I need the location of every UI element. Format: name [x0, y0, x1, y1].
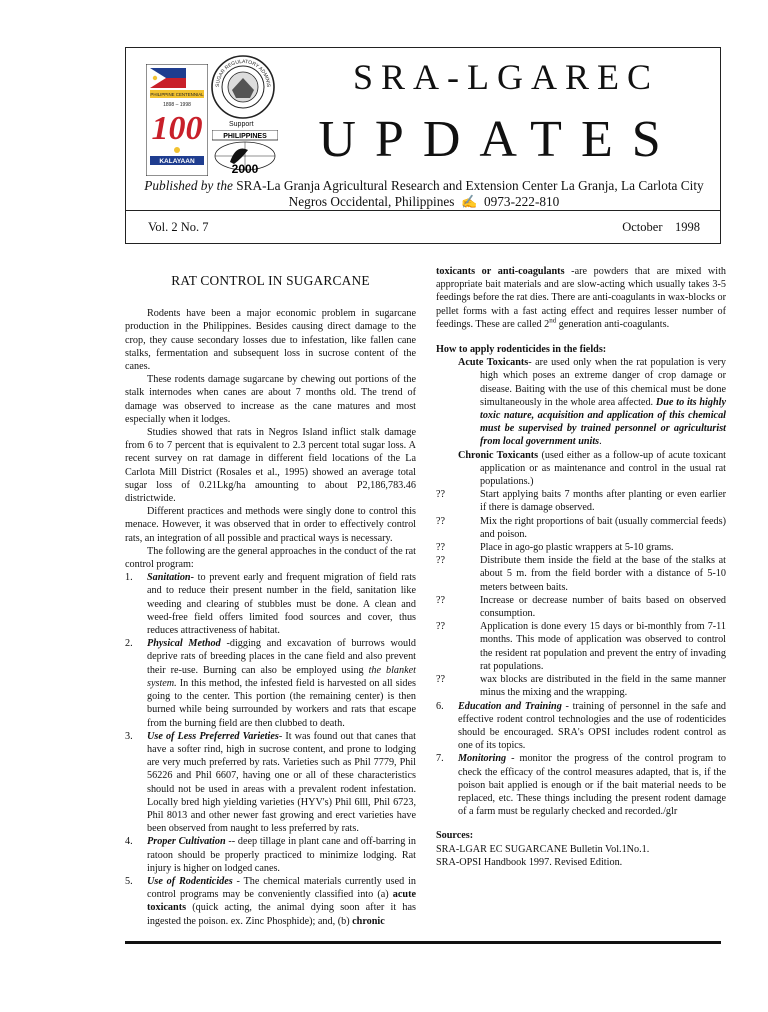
- masthead-title-main: UPDATES: [318, 111, 680, 168]
- publisher-location: Negros Occidental, Philippines: [288, 194, 455, 209]
- list-item: [436, 594, 726, 620]
- list-item: [436, 554, 726, 594]
- item-number: 6.: [436, 700, 444, 712]
- masthead: [125, 47, 721, 211]
- chronic-text: (used either as a follow-up of acute toxicant application or as maintenance and control in the usual rat populations.): [480, 449, 726, 488]
- svg-text:KALAYAAN: KALAYAAN: [159, 158, 195, 165]
- article-headline: RAT CONTROL IN SUGARCANE: [171, 273, 370, 288]
- list-item: [436, 673, 726, 699]
- list-item: [436, 752, 726, 818]
- publisher-phone: 0973-222-810: [483, 194, 560, 209]
- bullet-mark: ??: [436, 555, 446, 567]
- bullet-text: Mix the right proportions of bait (usually commercial feeds) and poison.: [480, 515, 726, 540]
- svg-text:PHILIPPINE CENTENNIAL: PHILIPPINE CENTENNIAL: [150, 92, 204, 97]
- centennial-logo-icon: [146, 64, 208, 176]
- chronic-toxicants-paragraph: [436, 449, 726, 489]
- bullet-mark: ??: [436, 542, 446, 554]
- item-number: 1.: [125, 572, 133, 584]
- chronic-title: Chronic Toxicants: [458, 449, 539, 461]
- continuation-text: -are powders that are mixed with appropriate bait materials and are slow-acting which usually takes 3-5 feedings before the rat dies. There are anti-coagulants in wax-blocks or pellet forms with a fast acting effect and requires lesser number of feedings. These are called 2: [436, 266, 726, 330]
- acute-title: Acute Toxicants: [458, 357, 529, 369]
- item-title: Use of Less Preferred Varieties: [147, 730, 279, 742]
- acute-toxicants-paragraph: Acute Toxicants- are used only when the rat population is very high which poses an extreme danger of crop damage or disease. Baiting with the use of this chemical must be done simultaneously in the whole area affected. Due to its highly toxic nature, acquisition and application of this chemical must be supervised by trained personnel or agriculturist from local government units.: [458, 357, 726, 448]
- item-text: (quick acting, the animal dying soon after it has ingested the poison. ex. Zinc Phosphide); and, (b): [147, 902, 416, 927]
- item-number: 7.: [436, 753, 444, 765]
- bullet-mark: ??: [436, 674, 446, 686]
- list-item: [125, 730, 416, 836]
- philippines-2000-logo-icon: [212, 130, 278, 174]
- publisher-name: SRA-La Granja Agricultural Research and Extension Center La Granja, La Carlota City: [236, 178, 704, 193]
- item-title: Proper Cultivation: [147, 836, 226, 848]
- bullet-mark: ??: [436, 621, 446, 633]
- bullet-text: Application is done every 15 days or bi-monthly from 7-11 months. This mode of application was observed to control the resident rat population and prevent the entry of invading rat populations.: [480, 621, 726, 672]
- bullet-mark: ??: [436, 594, 446, 606]
- item-title: Sanitation-: [147, 572, 194, 584]
- article-paragraph: The following are the general approaches in the conduct of the rat control program:: [125, 545, 416, 571]
- logo-group: [146, 54, 281, 174]
- continuation-text: generation anti-coagulants.: [556, 318, 670, 330]
- publisher-line: [126, 178, 722, 210]
- item-text: - monitor the progress of the control program to check the efficacy of the control measures adapted, that is, if the poison bait applied is enough or if the bait material needs to be replaced, etc. These things including the present rodent damage of a farm must be regularly checked and recorded./glr: [458, 753, 726, 818]
- item-title: Use of Rodenticides: [147, 875, 233, 887]
- list-item: [436, 541, 726, 554]
- continuation-paragraph: [436, 265, 726, 331]
- item-number: 5.: [125, 875, 133, 887]
- source-entry: SRA-OPSI Handbook 1997. Revised Edition.: [436, 856, 623, 868]
- svg-text:1898 – 1998: 1898 – 1998: [163, 102, 191, 108]
- svg-text:2000: 2000: [231, 162, 259, 174]
- item-number: 2.: [125, 638, 133, 650]
- bullet-mark: ??: [436, 515, 446, 527]
- issue-bar: [125, 211, 721, 244]
- bullet-text: Place in ago-go plastic wrappers at 5-10 grams.: [480, 542, 674, 554]
- list-item: [125, 637, 416, 729]
- list-item: [436, 488, 726, 514]
- item-text: -- deep tillage in plant cane and off-barring in ratoon should be properly practiced to minimize lodging. Rat injury is higher on lodged canes.: [147, 836, 416, 874]
- item-text: - The chemical materials currently used in control programs may be conveniently classified into (a): [147, 875, 416, 901]
- article-right-column: [436, 265, 726, 869]
- item-text: - It was found out that canes that have a softer rind, high in sucrose content, and prone to lodging are very much preferred by rats. Varieties such as Phil 7779, Phil 56226 and Phil 6607, having one or all of these characteristics should not be used in areas with a prevalent rodent infestation. Locally bred high yielding varieties (HYV's) Phil 6lll, Phil 6723, Phil 8013 and other newer fast growing and erect varieties have been observed from naught to less preferred by rats.: [147, 730, 416, 835]
- bullet-mark: ??: [436, 489, 446, 501]
- item-text: - training of personnel in the safe and effective rodent control technologies and the use of rodenticides should be encouraged. SRA's OPSI includes rodent control as one of its topics.: [458, 700, 727, 752]
- section-subheading: How to apply rodenticides in the fields:: [436, 344, 607, 356]
- item-text: to prevent early and frequent migration of field rats and to reduce their present number in the field, sanitation like weeding and clearing of stubbles must be done. A clean and weed-free field offers limited food sources and cover, thus reduces attractiveness of habitat.: [147, 572, 416, 637]
- item-number: 3.: [125, 730, 133, 742]
- bullet-text: Start applying baits 7 months after planting or even earlier if there is damage observed.: [480, 489, 726, 514]
- sources-title: Sources:: [436, 830, 474, 842]
- issue-date: October 1998: [622, 220, 700, 234]
- source-entry: SRA-LGAR EC SUGARCANE Bulletin Vol.1No.1.: [436, 843, 650, 855]
- svg-text:PHILIPPINES: PHILIPPINES: [223, 133, 267, 140]
- item-title: Physical Method: [147, 638, 221, 650]
- acute-text: - are used only when the rat population is very high which poses an extreme danger of crop damage or disease. Baiting with the use of this chemical must be done simultaneously in the whole area affected.: [480, 357, 726, 408]
- published-by-prefix: Published by the: [144, 178, 233, 193]
- item-title: Monitoring: [458, 753, 507, 765]
- list-item: [125, 875, 416, 928]
- list-item: [436, 700, 726, 753]
- list-item: [125, 571, 416, 637]
- svg-text:100: 100: [151, 110, 203, 147]
- article-paragraph: Different practices and methods were singly done to control this menace. However, it was observed that in order to effectively control rats, an integration of all possible and practical ways is necessary.: [125, 506, 416, 544]
- issue-volume: Vol. 2 No. 7: [148, 220, 209, 234]
- list-item: [436, 515, 726, 541]
- bullet-text: Distribute them inside the field at the base of the stalks at about 5 m. from the field border with a distance of 5-10 meters between baits.: [480, 555, 726, 593]
- item-text: In this method, the infested field is harvested on all sides going to the center. This portion (the remaining center) is then burned while being surrounded by workers and rats that escape from the burning field are then clubbed to death.: [147, 677, 416, 729]
- list-item: [436, 620, 726, 673]
- list-item: [125, 835, 416, 875]
- article-paragraph: Studies showed that rats in Negros Island inflict stalk damage from 6 to 7 percent that is equivalent to 2.3 percent total sugar loss. A recent survey on rat damage in different field locations of the La Carlota Mill District (Rosales et al., 1995) showed an average total sugar loss of 0.21Lkg/ha amounting to about P2,186,783.46 districtwide.: [125, 427, 416, 505]
- item-bold: chronic: [352, 915, 385, 927]
- svg-text:SUGAR REGULATORY ADMINISTRATIO: SUGAR REGULATORY ADMINIS: [214, 58, 272, 88]
- item-number: 4.: [125, 836, 133, 848]
- continuation-bold: toxicants or anti-coagulants: [436, 266, 565, 277]
- acute-emphasis: Due to its highly toxic nature, acquisition and application of this chemical must be supervised by trained personnel or agriculturist from local government units: [480, 396, 726, 448]
- item-title: Education and Training: [458, 700, 562, 712]
- article-left-column: [125, 258, 416, 928]
- article-paragraph: These rodents damage sugarcane by chewing out portions of the stalk internodes when canes are about 7 months old. The trend of damage was observed to increase as the cane matures and most especially when it lodges.: [125, 374, 416, 425]
- item-italic: the blanket system.: [147, 664, 416, 689]
- bullet-text: Increase or decrease number of baits based on observed consumption.: [480, 594, 726, 620]
- masthead-title-top: SRA-LGAREC: [352, 57, 660, 97]
- article-paragraph: Rodents have been a major economic problem in sugarcane production in the Philippines. Besides causing direct damage to the crop, they cause secondary losses due to infestation, like fallen cane stalks, fermentation and subsequent loss in sucrose content of the canes.: [125, 308, 416, 373]
- bottom-rule: [125, 941, 721, 944]
- item-bold: acute toxicants: [147, 889, 416, 914]
- item-text: -digging and excavation of burrows would deprive rats of breeding places in the cane field and also prevent their re-use. Burning can also be employed using: [147, 638, 416, 676]
- sra-seal-icon: [210, 54, 276, 120]
- sources-section: [436, 829, 726, 869]
- support-label: Support: [229, 121, 254, 128]
- superscript: nd: [549, 316, 557, 325]
- bullet-text: wax blocks are distributed in the field in the same manner minus the mixing and the wrapping.: [480, 674, 726, 699]
- pen-icon: ✍: [461, 194, 478, 209]
